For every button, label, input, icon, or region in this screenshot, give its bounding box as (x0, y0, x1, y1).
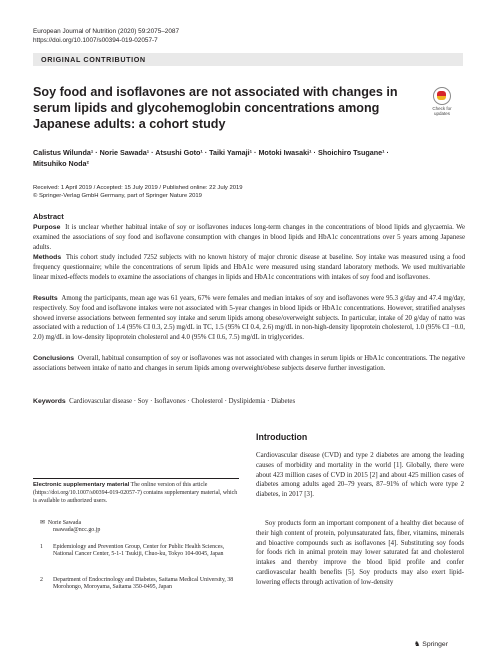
esm-label: Electronic supplementary material (33, 482, 130, 488)
introduction-heading: Introduction (256, 432, 308, 442)
envelope-icon: ✉ (40, 520, 45, 526)
received-accepted-line: Received: 1 April 2019 / Accepted: 15 July 2019 / Published online: 22 July 2019 (33, 185, 243, 191)
abstract-results (33, 294, 465, 343)
introduction-paragraph-2: Soy products form an important component of a healthy diet because of their high content of protein, polyunsaturated fats, fiber, vitamins, minerals and bioactive compounds such as isoflavones [4]. Substituting soy foods for foods rich in animal protein may lower saturated fat and cholesterol intakes and thereby improve the blood lipid profile and confer cardiovascular health benefits [5]. Soy products may also exert lipid-lowering effects through activation of low-density (256, 520, 464, 586)
results-label: Results (33, 295, 58, 302)
journal-line: European Journal of Nutrition (2020) 59:2075–2087 (33, 28, 180, 35)
abstract-purpose (33, 223, 465, 252)
keywords-text: Cardiovascular disease · Soy · Isoflavones · Cholesterol · Dyslipidemia · Diabetes (69, 398, 296, 405)
article-title: Soy food and isoflavones are not associated with changes in serum lipids and glycohemoglobin concentrations among Japanese adults: a cohort study (33, 85, 398, 131)
keywords (33, 398, 295, 405)
methods-label: Methods (33, 254, 62, 261)
conclusions-label: Conclusions (33, 355, 75, 362)
purpose-text: It is unclear whether habitual intake of soy or isoflavones induces long-term changes in the concentrations of blood lipids and glycaemia. We examined the associations of soy food and isoflavone consumption with changes in blood lipids and HbA1c concentrations over 5 years among Japanese adults. (33, 224, 466, 251)
journal-citation (33, 28, 179, 45)
affiliation-number: 2 (40, 577, 43, 583)
affiliation-2 (40, 577, 240, 592)
article-type-label: ORIGINAL CONTRIBUTION (41, 55, 146, 64)
publisher-logo (414, 640, 448, 648)
conclusions-text: Overall, habitual consumption of soy or isoflavones was not associated with changes in serum lipids or HbA1c concentrations. The negative associations between intake of natto and changes in serum lipids among overweight/obese subjects deserve further investigation. (33, 355, 465, 372)
check-updates-icon (433, 87, 451, 105)
introduction-paragraph-1: Cardiovascular disease (CVD) and type 2 diabetes are among the leading causes of morbidity and mortality in the world [1]. Globally, there were about 423 million cases of CVD in 2015 [2] and about 425 million cases of diabetes among adults aged 20–79 years, 87–91% of which were type 2 diabetes, in 2017 [3]. (256, 452, 464, 498)
esm-text: The online version of this article (https://doi.org/10.1007/s00394-019-02057-7) contains supplementary material, which is available to authorized users. (33, 482, 238, 504)
abstract-heading: Abstract (33, 212, 64, 221)
methods-text: This cohort study included 7252 subjects with no known history of major chronic disease at baseline. Soy intake was measured using a food frequency questionnaire; while the concentrations of serum lipids and HbA1c were measured using standard laboratory methods. We used multivariable linear mixed-effects models to examine the associations of changes in lipids and HbA1c concentrations with intakes of soy food and isoflavones. (33, 254, 465, 281)
author-line-2: Mitsuhiko Noda² (33, 158, 89, 168)
author-list (33, 148, 453, 169)
supplementary-material-note (33, 478, 239, 505)
abstract-conclusions (33, 354, 465, 374)
springer-horse-icon: ♞ (414, 641, 421, 648)
affiliation-1 (40, 544, 240, 559)
copyright-line: © Springer-Verlag GmbH Germany, part of Springer Nature 2019 (33, 193, 202, 200)
check-updates-line1: Check for (432, 106, 452, 111)
keywords-label: Keywords (33, 398, 66, 405)
affiliation-text: Department of Endocrinology and Diabetes, Saitama Medical University, 38 Morohongo, Moroyama, Saitama 350-0495, Japan (53, 577, 234, 591)
publisher-name: Springer (422, 641, 448, 648)
affiliation-text: Epidemiology and Prevention Group, Center for Public Health Sciences, National Cancer Center, 5-1-1 Tsukiji, Chuo-ku, Tokyo 104-0045, Japan (53, 544, 225, 558)
corresponding-name: Norie Sawada (47, 520, 82, 526)
author-line-1: Calistus Wilunda¹ · Norie Sawada¹ · Atsushi Goto¹ · Taiki Yamaji¹ · Motoki Iwasaki¹ · Shoichiro Tsugane¹ · (33, 148, 389, 157)
article-type-banner (33, 53, 463, 66)
corresponding-author (40, 520, 240, 535)
corresponding-email[interactable]: nsawada@ncc.go.jp (53, 527, 101, 534)
check-for-updates-badge[interactable] (425, 87, 459, 117)
doi-line[interactable]: https://doi.org/10.1007/s00394-019-02057-7 (33, 36, 158, 44)
abstract-methods (33, 253, 465, 282)
publication-dates (33, 184, 243, 200)
check-updates-line2: updates (433, 111, 450, 117)
purpose-label: Purpose (33, 224, 61, 231)
affiliation-number: 1 (40, 544, 43, 550)
results-text: Among the participants, mean age was 61 years, 67% were females and median intakes of soy and isoflavones were 95.3 g/day and 47.4 mg/day, respectively. Soy food and isoflavone intakes were not associated with 5-year changes in blood lipids or HbA1c concentrations. However, stratified analyses showed inverse associations between fermented soy intake and serum lipids among obese/overweight subjects. In particular, intake of 20 g/day of natto was associated with a reduction of 1.4 (95% CI 0.3, 2.5) mg/dL in TC, 1.5 (95% CI 0.4, 2.6) mg/dL in non-high-density lipoprotein cholesterol, 1.0 (95% CI −0.0, 2.0) mg/dL in low-density lipoprotein cholesterol and 4.0 (95% CI 0.6, 7.5) mg/dL in triglycerides. (33, 295, 465, 342)
